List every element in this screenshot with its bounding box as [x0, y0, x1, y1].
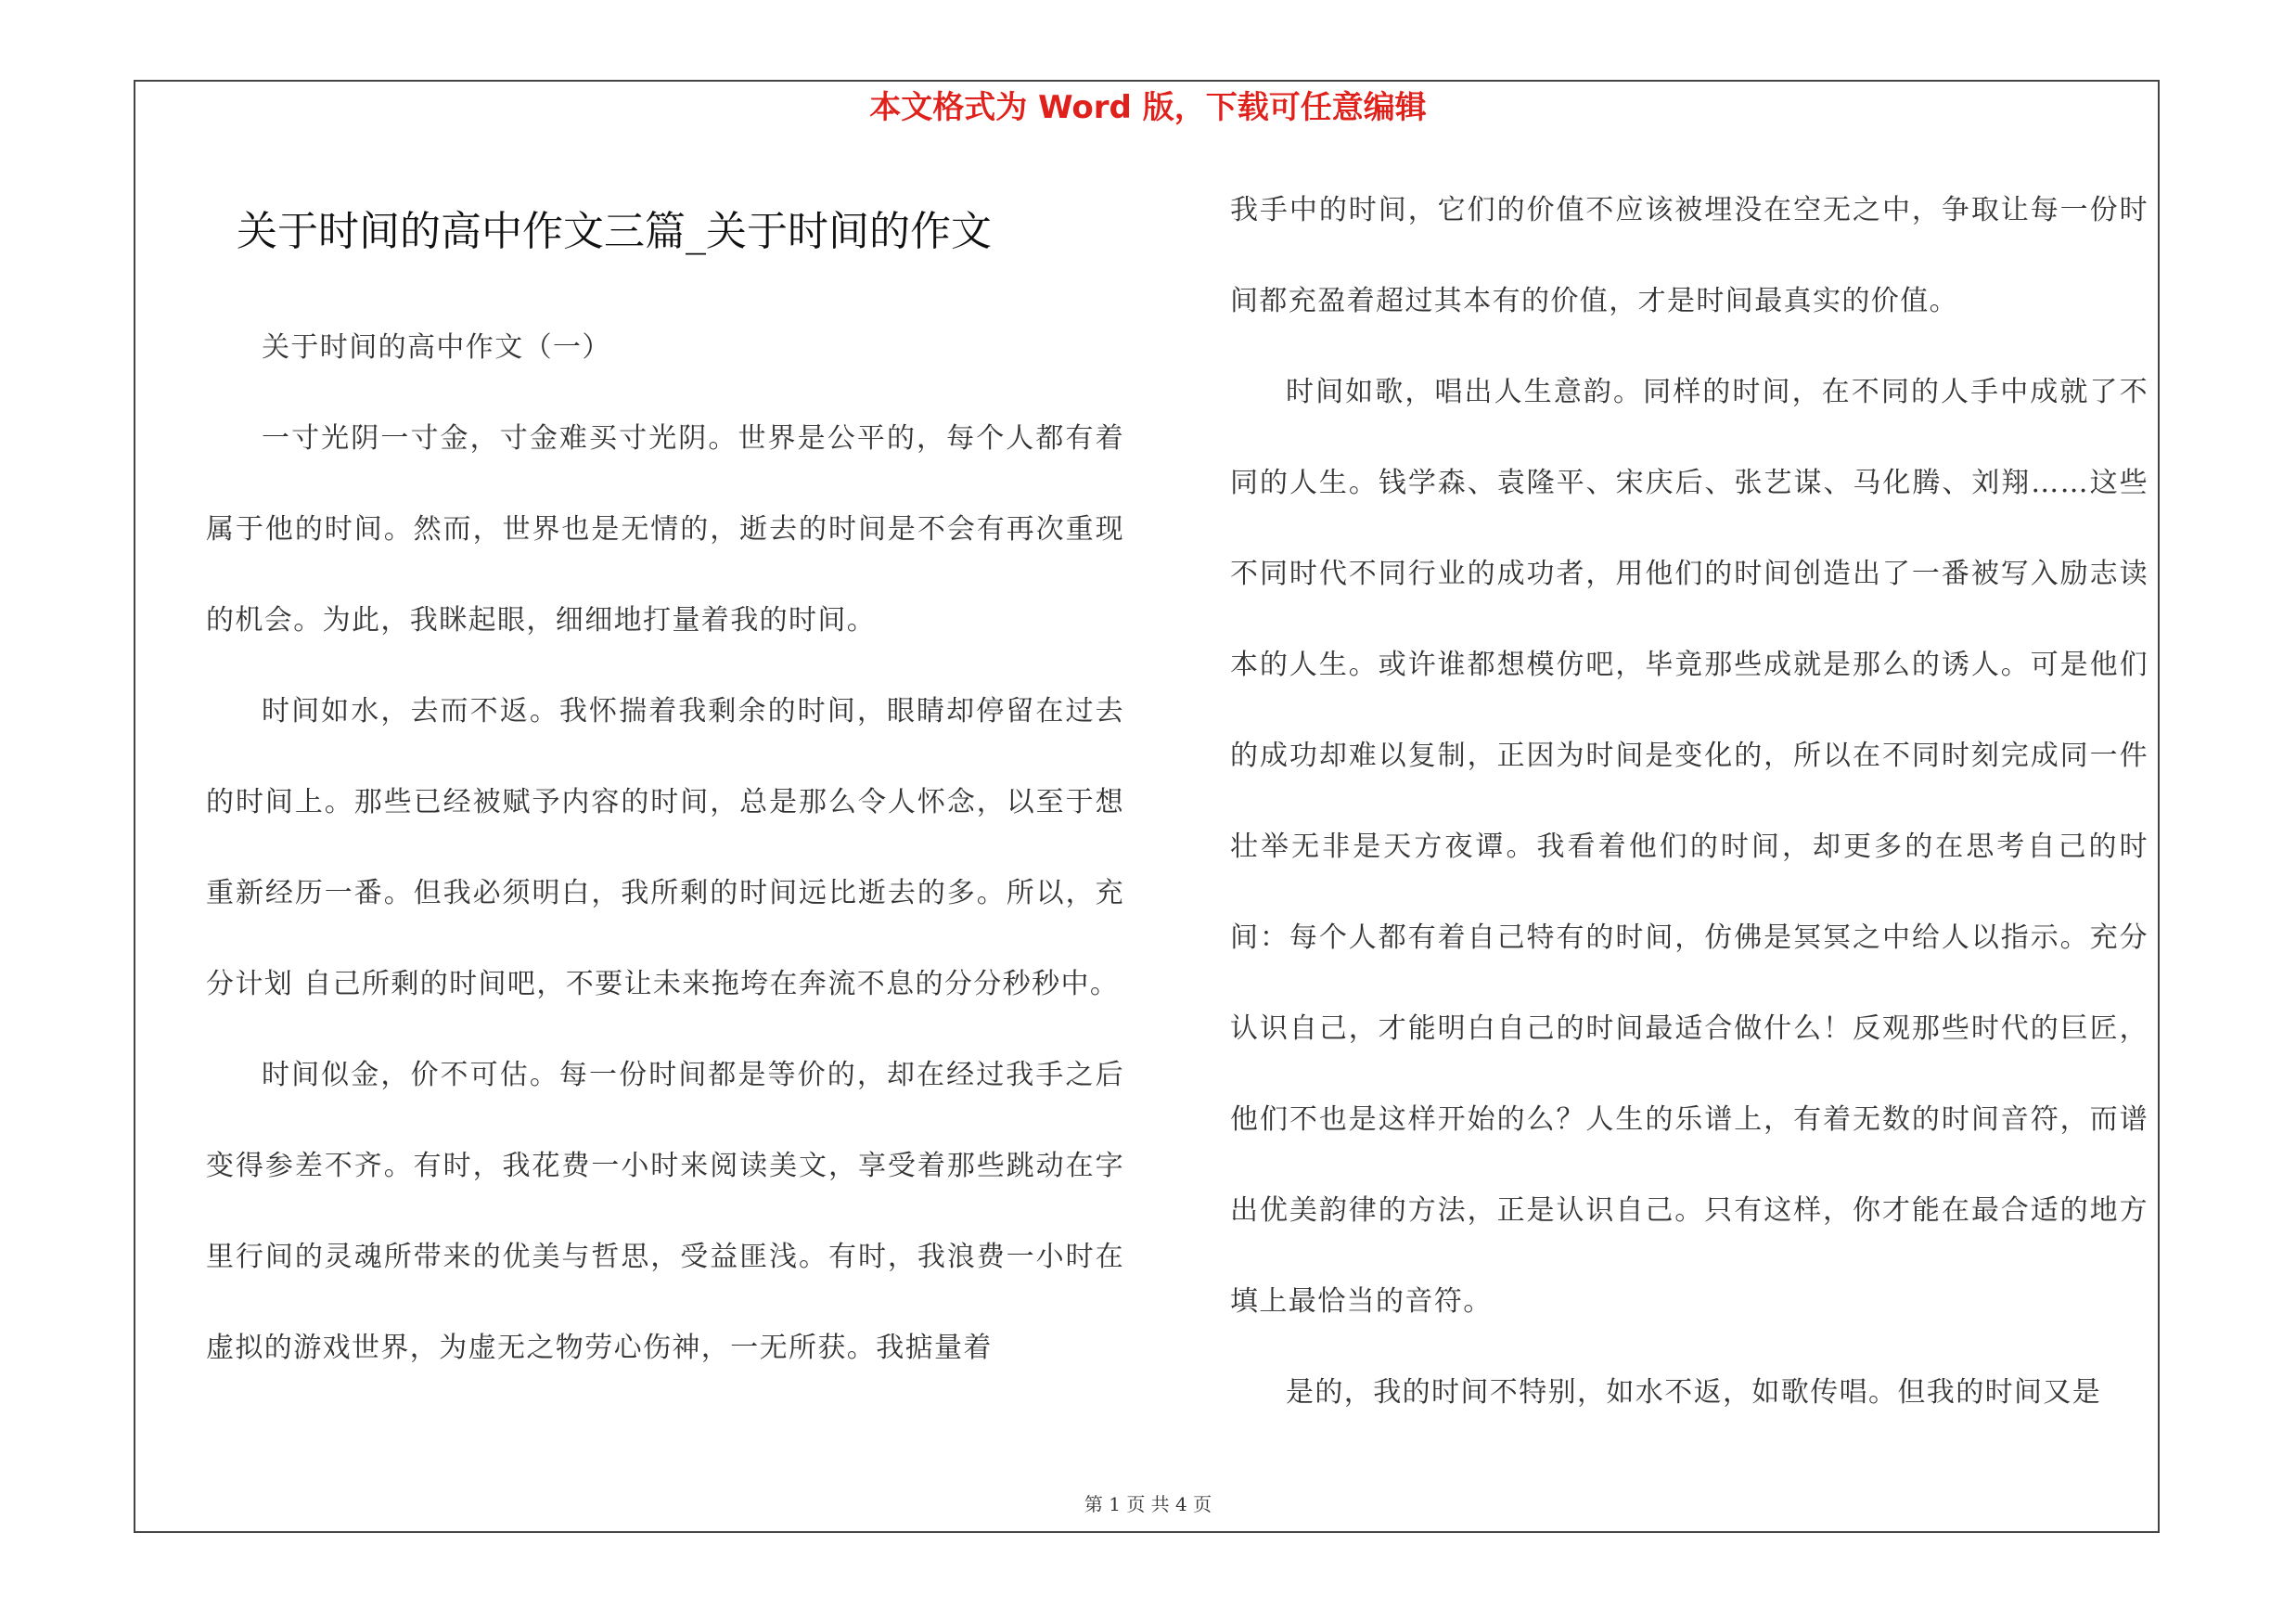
- right-column: [1230, 165, 2148, 1438]
- left-column: [206, 303, 1124, 1394]
- format-banner: 本文格式为 Word 版，下载可任意编辑: [869, 89, 1427, 126]
- paragraph-continued: 我手中的时间，它们的价值不应该被埋没在空无之中，争取让每一份时间都充盈着超过其本有的价值，才是时间最真实的价值。: [1230, 194, 2148, 317]
- page-number-footer: 第 1 页 共 4 页: [1084, 1493, 1212, 1515]
- paragraph: 时间如水，去而不返。我怀揣着我剩余的时间，眼睛却停留在过去的时间上。那些已经被赋予内容的时间，总是那么令人怀念，以至于想重新经历一番。但我必须明白，我所剩的时间远比逝去的多。所以，充分计划 自己所剩的时间吧，不要让未来拖垮在奔流不息的分分秒秒中。: [206, 695, 1124, 1000]
- paragraph: 是的，我的时间不特别，如水不返，如歌传唱。但我的时间又是: [1286, 1376, 2102, 1409]
- paragraph: 时间似金，价不可估。每一份时间都是等价的，却在经过我手之后变得参差不齐。有时，我花费一小时来阅读美文，享受着那些跳动在字里行间的灵魂所带来的优美与哲思，受益匪浅。有时，我浪费一小时在虚拟的游戏世界，为虚无之物劳心伤神，一无所获。我掂量着: [206, 1059, 1124, 1364]
- paragraph: 时间如歌，唱出人生意韵。同样的时间，在不同的人手中成就了不同的人生。钱学森、袁隆平、宋庆后、张艺谋、马化腾、刘翔……这些不同时代不同行业的成功者，用他们的时间创造出了一番被写入励志读本的人生。或许谁都想模仿吧，毕竟那些成就是那么的诱人。可是他们的成功却难以复制，正因为时间是变化的，所以在不同时刻完成同一件壮举无非是天方夜谭。我看着他们的时间，却更多的在思考自己的时间：每个人都有着自己特有的时间，仿佛是冥冥之中给人以指示。充分认识自己，才能明白自己的时间最适合做什么！反观那些时代的巨匠，他们不也是这样开始的么？人生的乐谱上，有着无数的时间音符，而谱出优美韵律的方法，正是认识自己。只有这样，你才能在最合适的地方填上最恰当的音符。: [1230, 376, 2148, 1318]
- document-title: 关于时间的高中作文三篇_关于时间的作文: [237, 208, 992, 255]
- section-heading: 关于时间的高中作文（一）: [262, 331, 611, 364]
- paragraph: 一寸光阴一寸金，寸金难买寸光阴。世界是公平的，每个人都有着属于他的时间。然而，世界也是无情的，逝去的时间是不会有再次重现的机会。为此，我眯起眼，细细地打量着我的时间。: [206, 422, 1124, 637]
